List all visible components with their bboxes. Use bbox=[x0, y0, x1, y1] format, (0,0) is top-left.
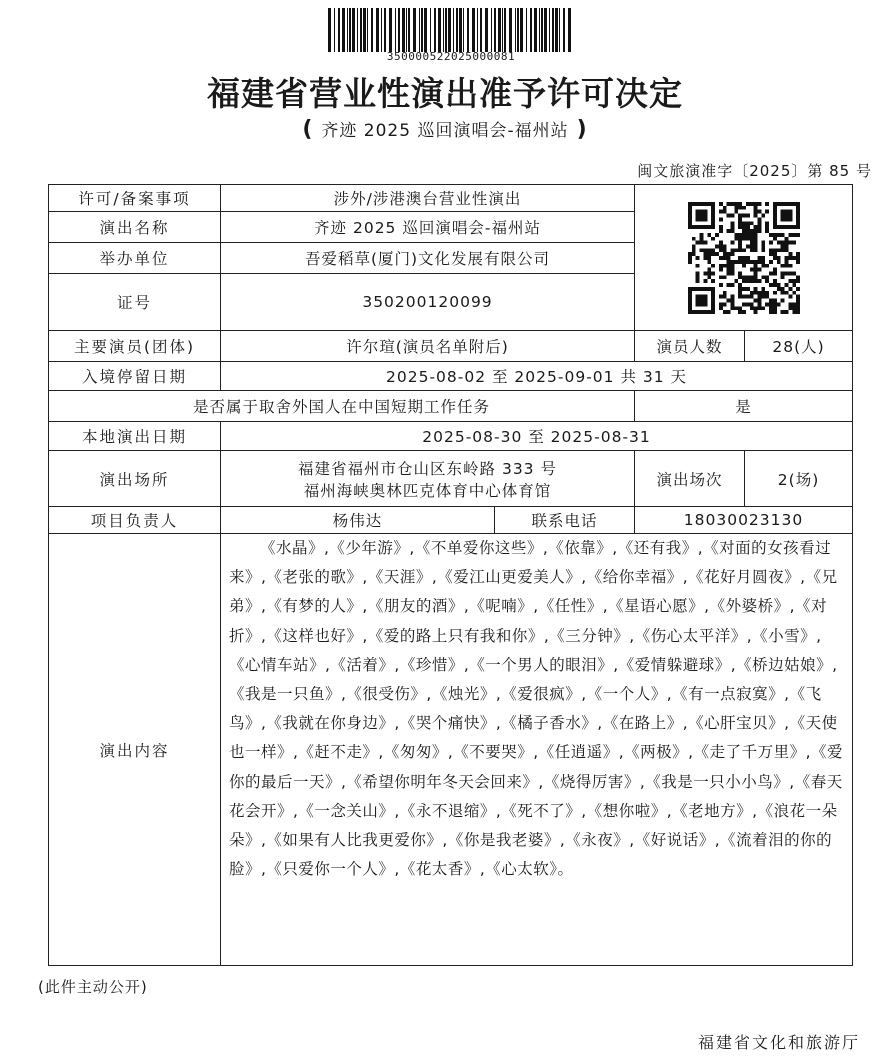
document-number: 闽文旅演准字〔2025〕第 85 号 bbox=[637, 162, 872, 180]
sessions-label: 演出场次 bbox=[635, 451, 745, 507]
organizer-label: 举办单位 bbox=[49, 243, 221, 274]
document-title: 福建省营业性演出准予许可决定 bbox=[207, 74, 683, 113]
barcode bbox=[326, 8, 576, 52]
license-value: 350200120099 bbox=[221, 274, 635, 331]
local-dates-label: 本地演出日期 bbox=[49, 422, 221, 451]
qr-code-cell bbox=[635, 185, 853, 331]
sessions-value: 2(场) bbox=[745, 451, 853, 507]
phone-label: 联系电话 bbox=[495, 507, 635, 534]
qr-code bbox=[688, 202, 800, 314]
foreign-work-label: 是否属于取舍外国人在中国短期工作任务 bbox=[49, 391, 635, 422]
license-label: 证号 bbox=[49, 274, 221, 331]
manager-label: 项目负责人 bbox=[49, 507, 221, 534]
stay-dates-value: 2025-08-02 至 2025-09-01 共 31 天 bbox=[221, 362, 853, 391]
main-performers-label: 主要演员(团体) bbox=[49, 331, 221, 362]
subtitle-left-paren: ( bbox=[302, 117, 314, 142]
barcode-number: 350000522025000081 bbox=[386, 50, 516, 63]
organizer-value: 吾爱稻草(厦门)文化发展有限公司 bbox=[221, 243, 635, 274]
performer-count-label: 演员人数 bbox=[635, 331, 745, 362]
issuing-authority: 福建省文化和旅游厅 bbox=[697, 1033, 860, 1052]
performer-count-value: 28(人) bbox=[745, 331, 853, 362]
venue-name: 福州海峡奥林匹克体育中心体育馆 bbox=[303, 481, 552, 500]
manager-value: 杨伟达 bbox=[221, 507, 495, 534]
subtitle-text: 齐迹 2025 巡回演唱会-福州站 bbox=[321, 121, 569, 141]
phone-value: 18030023130 bbox=[635, 507, 853, 534]
venue-value bbox=[221, 451, 635, 507]
content-song-list: 《水晶》,《少年游》,《不单爱你这些》,《依靠》,《还有我》,《对面的女孩看过来》,《老张的歌》,《天涯》,《爱江山更爱美人》,《给你幸福》,《花好月圆夜》,《兄弟》,《有梦的人》,《朋友的酒》,《呢喃》,《任性》,《星语心愿》,《外婆桥》,《对折》,《这样也好》,《爱的路上只有我和你》,《三分钟》,《伤心太平洋》,《小雪》,《心情车站》,《活着》,《珍惜》,《一个男人的眼泪》,《爱情躲避球》,《桥边姑娘》,《我是一只鱼》,《很受伤》,《烛光》,《爱很疯》,《一个人》,《有一点寂寞》,《飞鸟》,《我就在你身边》,《哭个痛快》,《橘子香水》,《在路上》,《心肝宝贝》,《天使也一样》,《赶不走》,《匆匆》,《不要哭》,《任逍遥》,《两极》,《走了千万里》,《爱你的最后一天》,《希望你明年冬天会回来》,《烧得厉害》,《我是一只小小鸟》,《春天花会开》,《一念关山》,《永不退缩》,《死不了》,《想你啦》,《老地方》,《浪花一朵朵》,《如果有人比我更爱你》,《你是我老婆》,《永夜》,《好说话》,《流着泪的你的脸》,《只爱你一个人》,《花太香》,《心太软》。 bbox=[221, 534, 853, 966]
foreign-work-value: 是 bbox=[635, 391, 853, 422]
permit-item-value: 涉外/涉港澳台营业性演出 bbox=[221, 185, 635, 212]
public-disclosure-note: (此件主动公开) bbox=[38, 978, 148, 996]
subtitle-right-paren: ) bbox=[576, 117, 588, 142]
show-name-value: 齐迹 2025 巡回演唱会-福州站 bbox=[221, 212, 635, 243]
stay-dates-label: 入境停留日期 bbox=[49, 362, 221, 391]
content-label: 演出内容 bbox=[49, 534, 221, 966]
permit-item-label: 许可/备案事项 bbox=[49, 185, 221, 212]
local-dates-value: 2025-08-30 至 2025-08-31 bbox=[221, 422, 853, 451]
permit-table bbox=[48, 184, 853, 966]
venue-label: 演出场所 bbox=[49, 451, 221, 507]
venue-address: 福建省福州市仓山区东岭路 333 号 bbox=[298, 459, 557, 478]
main-performers-value: 许尔瑄(演员名单附后) bbox=[221, 331, 635, 362]
document-subtitle bbox=[0, 116, 890, 142]
show-name-label: 演出名称 bbox=[49, 212, 221, 243]
